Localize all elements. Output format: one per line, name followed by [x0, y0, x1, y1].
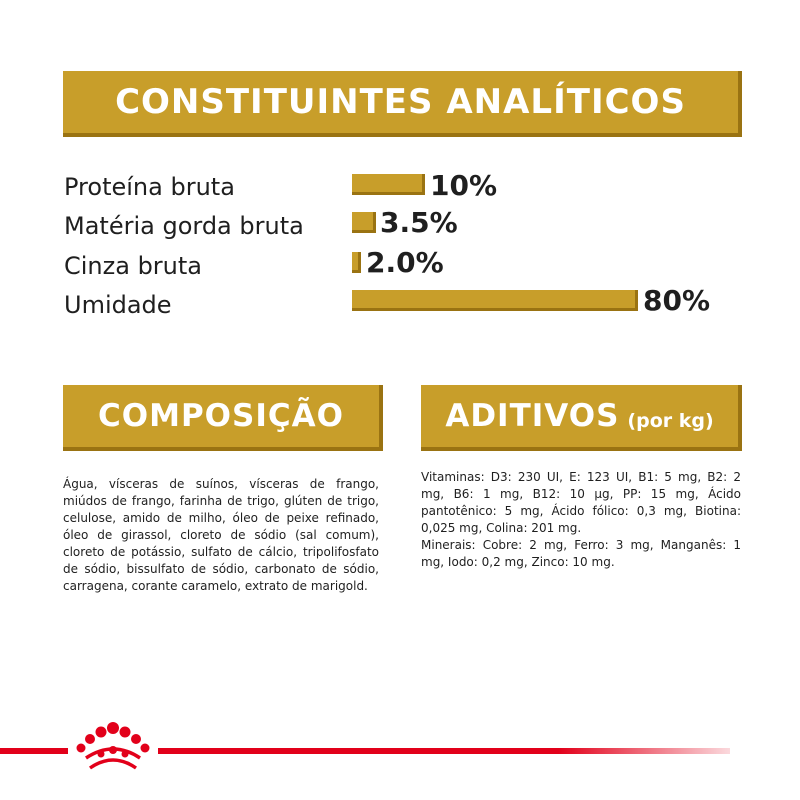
royal-canin-crown-icon: [68, 718, 158, 778]
composition-text: Água, vísceras de suínos, vísceras de frango, miúdos de frango, farinha de trigo, glúten de trigo, celulose, amido de milho, óleo de peixe refinado, óleo de girassol, cloreto de sódio (sal comum), cloreto de potássio, sulfato de cálcio, tripolifosfato de sódio, bissulfato de sódio, carbonato de sódio, carragena, corante caramelo, extrato de marigold.: [63, 477, 379, 593]
additives-minerals: Minerais: Cobre: 2 mg, Ferro: 3 mg, Manganês: 1 mg, Iodo: 0,2 mg, Zinco: 10 mg.: [421, 538, 741, 569]
nutrient-value-ash: 2.0%: [366, 246, 444, 279]
nutrient-label-ash: Cinza bruta: [64, 252, 202, 280]
nutrient-bar-moisture: [352, 290, 638, 311]
nutrient-label-fat: Matéria gorda bruta: [64, 212, 304, 240]
footer-red-line-left: [0, 748, 68, 754]
nutrient-bar-protein: [352, 174, 425, 195]
additives-text: [421, 469, 741, 571]
nutrient-bar-ash: [352, 252, 361, 273]
nutrient-value-protein: 10%: [430, 169, 498, 202]
nutrient-label-protein: Proteína bruta: [64, 173, 235, 201]
composition-banner: [63, 385, 383, 451]
analytical-constituents-title: CONSTITUINTES ANALÍTICOS: [115, 82, 686, 122]
additives-vitamins: Vitaminas: D3: 230 UI, E: 123 UI, B1: 5 mg, B2: 2 mg, B6: 1 mg, B12: 10 µg, PP: 15 mg, Ácido pantotênico: 5 mg, Ácido fólico: 0,3 mg, Biotina: 0,025 mg, Colina: 201 mg.: [421, 470, 741, 535]
nutrient-bar-fat: [352, 212, 376, 233]
nutrient-value-fat: 3.5%: [380, 206, 458, 239]
additives-subtitle: (por kg): [627, 410, 714, 432]
analytical-constituents-banner: [63, 71, 742, 137]
nutrient-value-moisture: 80%: [643, 284, 711, 317]
footer-red-line-right: [158, 748, 730, 754]
additives-banner: [421, 385, 742, 451]
composition-title: COMPOSIÇÃO: [98, 398, 344, 434]
additives-title: ADITIVOS: [445, 398, 620, 434]
nutrient-label-moisture: Umidade: [64, 291, 172, 319]
